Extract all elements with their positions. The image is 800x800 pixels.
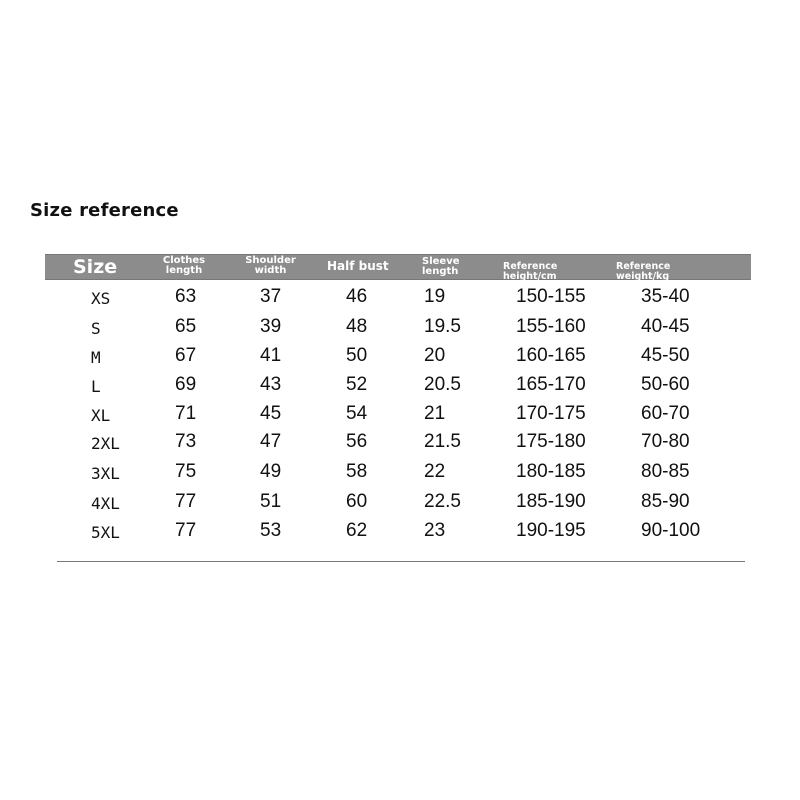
table-row <box>0 520 800 548</box>
cell-sleeve-length: 21 <box>424 403 446 424</box>
header-half-bust: Half bust <box>327 259 389 273</box>
cell-half-bust: 58 <box>346 461 368 482</box>
cell-sleeve-length: 19.5 <box>424 316 461 337</box>
header-reference-height: Reference height/cm <box>503 261 558 282</box>
cell-half-bust: 48 <box>346 316 368 337</box>
cell-reference-height: 165-170 <box>516 374 586 395</box>
cell-half-bust: 52 <box>346 374 368 395</box>
cell-shoulder-width: 47 <box>260 431 282 452</box>
cell-reference-weight: 70-80 <box>641 431 690 452</box>
cell-clothes-length: 65 <box>175 316 197 337</box>
cell-shoulder-width: 41 <box>260 345 282 366</box>
header-sleeve-length: Sleeve length <box>422 256 460 277</box>
cell-size: 4XL <box>91 494 120 513</box>
cell-size: M <box>91 348 101 367</box>
cell-clothes-length: 67 <box>175 345 197 366</box>
cell-reference-height: 175-180 <box>516 431 586 452</box>
cell-clothes-length: 63 <box>175 286 197 307</box>
cell-reference-height: 180-185 <box>516 461 586 482</box>
cell-size: L <box>91 377 101 396</box>
cell-clothes-length: 73 <box>175 431 197 452</box>
cell-shoulder-width: 49 <box>260 461 282 482</box>
cell-clothes-length: 71 <box>175 403 197 424</box>
cell-reference-weight: 80-85 <box>641 461 690 482</box>
cell-reference-height: 185-190 <box>516 491 586 512</box>
cell-sleeve-length: 20 <box>424 345 446 366</box>
bottom-divider <box>57 561 745 562</box>
cell-half-bust: 56 <box>346 431 368 452</box>
table-row <box>0 461 800 489</box>
table-row <box>0 431 800 459</box>
page-title: Size reference <box>30 200 179 221</box>
cell-size: S <box>91 319 101 338</box>
table-row <box>0 403 800 431</box>
cell-shoulder-width: 43 <box>260 374 282 395</box>
table-row <box>0 374 800 402</box>
cell-size: 5XL <box>91 523 120 542</box>
cell-reference-height: 160-165 <box>516 345 586 366</box>
cell-size: XS <box>91 289 111 308</box>
table-row <box>0 345 800 373</box>
cell-reference-height: 190-195 <box>516 520 586 541</box>
cell-shoulder-width: 53 <box>260 520 282 541</box>
cell-half-bust: 60 <box>346 491 368 512</box>
cell-sleeve-length: 22 <box>424 461 446 482</box>
cell-size: 3XL <box>91 464 120 483</box>
cell-shoulder-width: 39 <box>260 316 282 337</box>
cell-shoulder-width: 37 <box>260 286 282 307</box>
cell-clothes-length: 77 <box>175 520 197 541</box>
cell-reference-height: 155-160 <box>516 316 586 337</box>
cell-reference-weight: 50-60 <box>641 374 690 395</box>
cell-size: 2XL <box>91 434 120 453</box>
cell-half-bust: 46 <box>346 286 368 307</box>
table-row <box>0 316 800 344</box>
cell-reference-weight: 60-70 <box>641 403 690 424</box>
cell-half-bust: 54 <box>346 403 368 424</box>
cell-clothes-length: 77 <box>175 491 197 512</box>
cell-half-bust: 50 <box>346 345 368 366</box>
header-size: Size <box>73 256 118 278</box>
table-header <box>45 254 751 280</box>
cell-sleeve-length: 23 <box>424 520 446 541</box>
cell-sleeve-length: 21.5 <box>424 431 461 452</box>
cell-reference-weight: 35-40 <box>641 286 690 307</box>
header-reference-weight: Reference weight/kg <box>616 261 671 282</box>
cell-reference-height: 150-155 <box>516 286 586 307</box>
header-shoulder-width: Shoulder width <box>245 255 296 276</box>
table-row <box>0 286 800 314</box>
cell-sleeve-length: 22.5 <box>424 491 461 512</box>
header-clothes-length: Clothes length <box>162 255 206 276</box>
cell-size: XL <box>91 406 111 425</box>
cell-reference-height: 170-175 <box>516 403 586 424</box>
cell-shoulder-width: 51 <box>260 491 282 512</box>
cell-clothes-length: 69 <box>175 374 197 395</box>
cell-reference-weight: 90-100 <box>641 520 701 541</box>
cell-clothes-length: 75 <box>175 461 197 482</box>
cell-shoulder-width: 45 <box>260 403 282 424</box>
cell-half-bust: 62 <box>346 520 368 541</box>
table-row <box>0 491 800 519</box>
cell-reference-weight: 85-90 <box>641 491 690 512</box>
cell-reference-weight: 40-45 <box>641 316 690 337</box>
cell-reference-weight: 45-50 <box>641 345 690 366</box>
cell-sleeve-length: 19 <box>424 286 446 307</box>
cell-sleeve-length: 20.5 <box>424 374 461 395</box>
